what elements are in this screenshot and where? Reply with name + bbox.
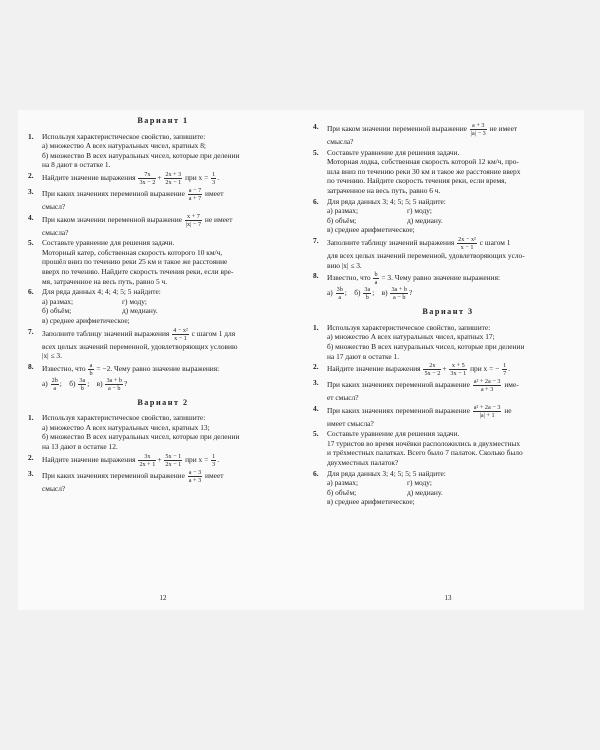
book-spread bbox=[18, 110, 584, 610]
fraction: $\frac{\text{a² + 2a − 3}}{|a| + 1}$ bbox=[473, 403, 501, 419]
variant-3-title: Вариант 3 bbox=[422, 307, 474, 317]
v2-task-3: 3. При каких значениях переменной выражение $\frac{a - 3}{a + 3}$ имеет смысл? bbox=[28, 468, 224, 493]
v1-task-3: 3. При каких значениях переменной выражение $\frac{a - 7}{a + 7}$ имеет смысл? bbox=[28, 186, 224, 211]
v2-task-4: 4. При каком значении переменной выражение $\frac{a + 3}{|a| - 3}$ не имеет смысла? bbox=[313, 122, 518, 146]
fraction: $\frac{2b}{a}$ bbox=[51, 376, 58, 392]
fraction: $\frac{\text{4 − x²}}{x - 1}$ bbox=[173, 326, 188, 342]
v2-task-8: 8. Известно, что $\frac{b}{a}$ = 3. Чему равно значение выражения: а) $\frac{3b}{a}$ ; б) $\frac{3a}{b}$ ; в) $\frac{3a + b}{a - b}$ ? bbox=[313, 271, 501, 302]
page-left bbox=[28, 110, 298, 610]
fraction: $\frac{2x}{5x - 2}$ bbox=[424, 362, 441, 378]
v2-task-6: 6. Для ряда данных 3; 4; 5; 5; 5 найдите: а) размах; г) моду; б) объём; д) медиану. в) среднее арифметическое; bbox=[313, 196, 446, 235]
v2-task-7: 7. Заполните таблицу значений выражения $\frac{\text{2x − x²}}{x - 1}$ с шагом 1 для всех целых значений переменной, удовлетворяющих усло- вию |x| ≤ 3. bbox=[313, 235, 525, 270]
fraction: $\frac{a - 3}{a + 3}$ bbox=[188, 468, 202, 484]
v3-task-6: 6. Для ряда данных 3; 4; 5; 5; 5 найдите: а) размах; г) моду; б) объём; д) медиану. в) среднее арифметическое; bbox=[313, 468, 446, 507]
fraction: $\frac{b}{a}$ bbox=[374, 271, 378, 287]
fraction: $\frac{3a + b}{a - b}$ bbox=[106, 376, 122, 392]
fraction: $\frac{1}{7}$ bbox=[503, 362, 507, 378]
v3-task-5: 5. Составьте уравнение для решения задачи. 17 туристов во время ночёвки расположились в двухместных и трёхместных палатках. Всего было 7 палаток. Сколько было двухместных палаток? bbox=[313, 429, 523, 468]
page-number-left: 12 bbox=[159, 594, 167, 603]
v3-task-3: 3. При каких значениях переменной выражение $\frac{\text{a² + 2a − 3}}{a + 3}$ име- ет смысл? bbox=[313, 378, 519, 403]
fraction: $\frac{2x + 3}{2x - 1}$ bbox=[165, 170, 182, 186]
fraction: $\frac{x + 7}{|x| - 7}$ bbox=[185, 212, 202, 228]
fraction: $\frac{1}{3}$ bbox=[212, 452, 216, 468]
fraction: $\frac{3x}{2x + 1}$ bbox=[139, 452, 156, 468]
v1-task-8: 8. Известно, что $\frac{a}{b}$ = −2. Чему равно значение выражения: а) $\frac{2b}{a}$ ; б) $\frac{3a}{b}$ ; в) $\frac{3a + b}{a - b}$ ? bbox=[28, 361, 220, 392]
v2-task-5: 5. Составьте уравнение для решения задачи. Моторная лодка, собственная скорость которой 12 км/ч, про- шла вниз по течению реки 30 км и такое же расстояние вверх по течению. Найдите скорость течения реки, если время, затраченное на весь путь, равно 6 ч. bbox=[313, 147, 521, 195]
v1-task-6: 6. Для ряда данных 4; 4; 4; 5; 5 найдите: а) размах; г) моду; б) объём; д) медиану. в) среднее арифметическое; bbox=[28, 287, 161, 325]
fraction: $\frac{3b}{a}$ bbox=[336, 286, 343, 302]
fraction: $\frac{\text{2x − x²}}{x - 1}$ bbox=[458, 235, 476, 251]
fraction: $\frac{a}{b}$ bbox=[89, 361, 93, 377]
fraction: $\frac{a + 3}{|a| - 3}$ bbox=[470, 122, 486, 137]
fraction: $\frac{7x}{3x - 2}$ bbox=[139, 170, 156, 186]
page-number-right: 13 bbox=[444, 594, 452, 603]
v3-task-4: 4. При каких значениях переменной выражение $\frac{\text{a² + 2a − 3}}{|a| + 1}$ не имеет смысла? bbox=[313, 403, 512, 428]
v1-task-2: 2. Найдите значение выражения $\frac{7x}{3x - 2}$ + $\frac{2x + 3}{2x - 1}$ при x = $\frac{1}{3}$ . bbox=[28, 170, 220, 186]
fraction: $\frac{1}{3}$ bbox=[212, 170, 216, 186]
fraction: $\frac{3a + b}{a - b}$ bbox=[391, 286, 407, 302]
fraction: $\frac{a - 7}{a + 7}$ bbox=[188, 186, 202, 202]
v1-task-7: 7. Заполните таблицу значений выражения $\frac{\text{4 − x²}}{x - 1}$ с шагом 1 для всех целых значений переменной, удовлетворяющих условию |x| ≤ 3. bbox=[28, 326, 238, 361]
variant-2-title: Вариант 2 bbox=[137, 397, 189, 407]
fraction: $\frac{x + 5}{3x - 1}$ bbox=[450, 362, 467, 378]
variant-1-title: Вариант 1 bbox=[137, 116, 189, 125]
fraction: $\frac{3a}{b}$ bbox=[364, 286, 371, 302]
fraction: $\frac{3a}{b}$ bbox=[79, 376, 86, 392]
fraction: $\frac{\text{a² + 2a − 3}}{a + 3}$ bbox=[473, 378, 501, 394]
v3-task-2: 2. Найдите значение выражения $\frac{2x}{5x - 2}$ + $\frac{x + 5}{3x - 1}$ при x = − $\frac{1}{7}$ . bbox=[313, 362, 511, 378]
page-right bbox=[313, 110, 583, 610]
v1-task-5: 5. Составьте уравнение для решения задачи. Моторный катер, собственная скорость которого 10 км/ч, прошёл вниз по течению реки 25 км и такое же расстояние вверх по течению. Найдите скорость течения реки, если вре- мя, затраченное на весь путь, равно 5 ч. bbox=[28, 238, 234, 286]
v2-task-1: 1. Используя характеристическое свойство, запишите: а) множество A всех натуральных чисел, кратных 13; б) множество B всех натуральных чисел, которые при делении на 13 дают в остатке 12. bbox=[28, 413, 240, 452]
v1-task-1: 1. Используя характеристическое свойство, запишите: а) множество A всех натуральных чисел, кратных 8; б) множество B всех натуральных чисел, которые при делении на 8 дают в остатке 1. bbox=[28, 131, 240, 170]
v1-task-4: 4. При каком значении переменной выражение $\frac{x + 7}{|x| - 7}$ не имеет смысла? bbox=[28, 212, 233, 237]
v3-task-1: 1. Используя характеристическое свойство, запишите: а) множество A всех натуральных чисел, кратных 17; б) множество B всех натуральных чисел, которые при делении на 17 дают в остатке 1. bbox=[313, 322, 525, 361]
fraction: $\frac{5x - 1}{2x - 1}$ bbox=[165, 452, 182, 468]
v2-task-2: 2. Найдите значение выражения $\frac{3x}{2x + 1}$ + $\frac{5x - 1}{2x - 1}$ при x = $\frac{1}{3}$ . bbox=[28, 452, 220, 468]
